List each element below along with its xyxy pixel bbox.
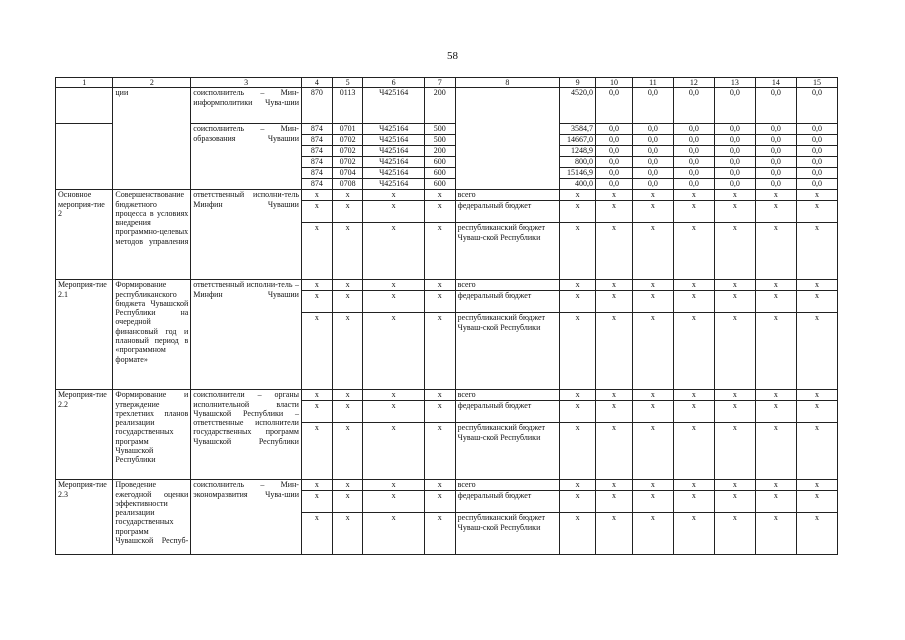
amount-cell: 4520,0 — [560, 88, 596, 124]
value-cell: 0,0 — [755, 157, 796, 168]
x-cell: x — [714, 190, 755, 201]
x-cell: x — [332, 280, 363, 291]
source-cell: федеральный бюджет — [455, 291, 560, 313]
measure-title-cell: Формирование республиканского бюджета Чувашской Республики на очередной финансовый год и плановый период в «программном формате» — [113, 280, 191, 390]
x-cell: x — [560, 390, 596, 401]
x-cell: x — [301, 223, 332, 280]
value-cell: 0,0 — [632, 157, 673, 168]
x-cell: x — [363, 390, 424, 401]
value-cell: 0,0 — [673, 179, 714, 190]
value-cell: 0,0 — [755, 88, 796, 124]
value-cell: 0,0 — [596, 168, 633, 179]
x-cell: x — [714, 390, 755, 401]
header-cell: 7 — [424, 78, 455, 88]
x-cell: x — [796, 390, 837, 401]
header-cell: 12 — [673, 78, 714, 88]
amount-cell: 3584,7 — [560, 124, 596, 135]
x-cell: x — [332, 390, 363, 401]
x-cell: x — [332, 480, 363, 491]
x-cell: x — [332, 291, 363, 313]
x-cell: x — [796, 280, 837, 291]
code-cell: 0708 — [332, 179, 363, 190]
source-cell: всего — [455, 390, 560, 401]
source-cell: республиканский бюджет Чуваш-ской Республики — [455, 223, 560, 280]
x-cell: x — [632, 480, 673, 491]
x-cell: x — [755, 423, 796, 480]
table-row — [56, 124, 838, 135]
value-cell: 0,0 — [755, 135, 796, 146]
source-cell: федеральный бюджет — [455, 491, 560, 513]
source-cell: федеральный бюджет — [455, 401, 560, 423]
measure-cell: Мероприя-тие 2.2 — [56, 390, 113, 480]
x-cell: x — [596, 280, 633, 291]
code-cell: 874 — [301, 146, 332, 157]
x-cell: x — [560, 280, 596, 291]
x-cell: x — [301, 423, 332, 480]
source-cell: республиканский бюджет Чуваш-ской Республики — [455, 423, 560, 480]
page-number: 58 — [447, 50, 458, 62]
code-cell: 0701 — [332, 124, 363, 135]
value-cell: 0,0 — [673, 135, 714, 146]
x-cell: x — [632, 491, 673, 513]
x-cell: x — [632, 201, 673, 223]
x-cell: x — [632, 313, 673, 390]
responsible-cell: соисполнитель – Мин-экономразвития Чува-шии — [191, 480, 302, 555]
measure-title-cell: Формирование и утверждение трехлетних планов реализации государственных программ Чувашской Республики — [113, 390, 191, 480]
x-cell: x — [424, 401, 455, 423]
x-cell: x — [301, 201, 332, 223]
x-cell: x — [301, 291, 332, 313]
measure-cell: Мероприя-тие 2.3 — [56, 480, 113, 555]
x-cell: x — [363, 280, 424, 291]
x-cell: x — [714, 201, 755, 223]
x-cell: x — [560, 223, 596, 280]
code-cell: 600 — [424, 179, 455, 190]
value-cell: 0,0 — [796, 135, 837, 146]
source-cell: республиканский бюджет Чуваш-ской Республики — [455, 513, 560, 555]
value-cell: 0,0 — [673, 157, 714, 168]
measure-cell: Мероприя-тие 2.1 — [56, 280, 113, 390]
x-cell: x — [632, 190, 673, 201]
x-cell: x — [332, 313, 363, 390]
x-cell: x — [424, 313, 455, 390]
x-cell: x — [363, 480, 424, 491]
header-cell: 8 — [455, 78, 560, 88]
x-cell: x — [424, 223, 455, 280]
x-cell: x — [796, 223, 837, 280]
x-cell: x — [714, 223, 755, 280]
table-row — [56, 88, 838, 124]
x-cell: x — [332, 423, 363, 480]
code-cell: 870 — [301, 88, 332, 124]
code-cell: 874 — [301, 124, 332, 135]
col1-cell — [56, 88, 113, 124]
x-cell: x — [673, 190, 714, 201]
x-cell: x — [755, 280, 796, 291]
value-cell: 0,0 — [796, 157, 837, 168]
code-cell: 200 — [424, 146, 455, 157]
value-cell: 0,0 — [796, 179, 837, 190]
header-cell: 6 — [363, 78, 424, 88]
x-cell: x — [363, 491, 424, 513]
measure-title-cell: Совершенствование бюджетного процесса в условиях внедрения программно-целевых методов управления — [113, 190, 191, 280]
code-cell: 0702 — [332, 157, 363, 168]
table-row — [56, 280, 838, 291]
x-cell: x — [796, 291, 837, 313]
x-cell: x — [673, 480, 714, 491]
responsible-cell: ответственный исполни-тель Минфин Чувашии — [191, 190, 302, 280]
x-cell: x — [673, 223, 714, 280]
x-cell: x — [424, 423, 455, 480]
col2-cell: ции — [113, 88, 191, 124]
col2-cell — [113, 124, 191, 190]
value-cell: 0,0 — [673, 146, 714, 157]
x-cell: x — [424, 280, 455, 291]
x-cell: x — [796, 190, 837, 201]
x-cell: x — [363, 313, 424, 390]
value-cell: 0,0 — [796, 124, 837, 135]
responsible-cell: соисполнители – органы исполнительной власти Чувашской Республики – ответственные исполнители государственных программ Чувашской Республики — [191, 390, 302, 480]
source-cell: всего — [455, 280, 560, 291]
value-cell: 0,0 — [796, 146, 837, 157]
x-cell: x — [755, 223, 796, 280]
x-cell: x — [363, 401, 424, 423]
value-cell: 0,0 — [596, 124, 633, 135]
measure-title-cell: Проведение ежегодной оценки эффективности реализации государственных программ Чувашской Респуб- — [113, 480, 191, 555]
x-cell: x — [632, 401, 673, 423]
table-row — [56, 190, 838, 201]
x-cell: x — [363, 513, 424, 555]
amount-cell: 1248,9 — [560, 146, 596, 157]
x-cell: x — [714, 401, 755, 423]
value-cell: 0,0 — [632, 88, 673, 124]
table-row — [56, 480, 838, 491]
x-cell: x — [596, 390, 633, 401]
value-cell: 0,0 — [596, 157, 633, 168]
x-cell: x — [301, 491, 332, 513]
x-cell: x — [560, 491, 596, 513]
x-cell: x — [673, 313, 714, 390]
x-cell: x — [560, 423, 596, 480]
x-cell: x — [755, 201, 796, 223]
x-cell: x — [301, 480, 332, 491]
x-cell: x — [714, 491, 755, 513]
x-cell: x — [796, 423, 837, 480]
header-cell: 2 — [113, 78, 191, 88]
amount-cell: 15146,9 — [560, 168, 596, 179]
x-cell: x — [424, 390, 455, 401]
x-cell: x — [301, 401, 332, 423]
x-cell: x — [301, 390, 332, 401]
code-cell: 874 — [301, 179, 332, 190]
header-cell: 5 — [332, 78, 363, 88]
col1-cell — [56, 124, 113, 190]
value-cell: 0,0 — [714, 168, 755, 179]
x-cell: x — [560, 313, 596, 390]
value-cell: 0,0 — [796, 88, 837, 124]
value-cell: 0,0 — [714, 88, 755, 124]
code-cell: Ч425164 — [363, 124, 424, 135]
x-cell: x — [424, 190, 455, 201]
x-cell: x — [673, 291, 714, 313]
x-cell: x — [596, 190, 633, 201]
code-cell: 874 — [301, 168, 332, 179]
x-cell: x — [596, 291, 633, 313]
value-cell: 0,0 — [632, 135, 673, 146]
code-cell: 0113 — [332, 88, 363, 124]
x-cell: x — [796, 401, 837, 423]
x-cell: x — [673, 390, 714, 401]
x-cell: x — [596, 491, 633, 513]
x-cell: x — [673, 491, 714, 513]
code-cell: 500 — [424, 124, 455, 135]
x-cell: x — [632, 291, 673, 313]
x-cell: x — [424, 491, 455, 513]
code-cell: Ч425164 — [363, 88, 424, 124]
value-cell: 0,0 — [632, 168, 673, 179]
value-cell: 0,0 — [673, 124, 714, 135]
value-cell: 0,0 — [596, 135, 633, 146]
x-cell: x — [596, 201, 633, 223]
source-cell: федеральный бюджет — [455, 201, 560, 223]
value-cell: 0,0 — [632, 179, 673, 190]
x-cell: x — [755, 291, 796, 313]
code-cell: 600 — [424, 157, 455, 168]
x-cell: x — [714, 291, 755, 313]
x-cell: x — [301, 190, 332, 201]
responsible-cell: соисполнитель – Мин-информполитики Чува-шии — [191, 88, 302, 124]
x-cell: x — [673, 201, 714, 223]
code-cell: 874 — [301, 135, 332, 146]
x-cell: x — [755, 480, 796, 491]
x-cell: x — [755, 313, 796, 390]
responsible-cell: ответственный исполни-тель – Минфин Чувашии — [191, 280, 302, 390]
code-cell: Ч425164 — [363, 146, 424, 157]
x-cell: x — [363, 423, 424, 480]
x-cell: x — [363, 190, 424, 201]
header-row — [56, 78, 838, 88]
x-cell: x — [363, 201, 424, 223]
x-cell: x — [596, 223, 633, 280]
code-cell: 0702 — [332, 135, 363, 146]
x-cell: x — [596, 313, 633, 390]
x-cell: x — [632, 423, 673, 480]
x-cell: x — [332, 190, 363, 201]
amount-cell: 800,0 — [560, 157, 596, 168]
value-cell: 0,0 — [714, 157, 755, 168]
header-cell: 4 — [301, 78, 332, 88]
x-cell: x — [755, 190, 796, 201]
budget-table — [55, 77, 838, 555]
x-cell: x — [424, 513, 455, 555]
x-cell: x — [363, 223, 424, 280]
header-cell: 11 — [632, 78, 673, 88]
value-cell: 0,0 — [755, 124, 796, 135]
value-cell: 0,0 — [714, 135, 755, 146]
header-cell: 9 — [560, 78, 596, 88]
code-cell: 874 — [301, 157, 332, 168]
value-cell: 0,0 — [755, 146, 796, 157]
x-cell: x — [596, 513, 633, 555]
x-cell: x — [596, 401, 633, 423]
x-cell: x — [424, 291, 455, 313]
x-cell: x — [332, 223, 363, 280]
code-cell: 500 — [424, 135, 455, 146]
x-cell: x — [755, 513, 796, 555]
x-cell: x — [796, 513, 837, 555]
code-cell: 600 — [424, 168, 455, 179]
code-cell: 0702 — [332, 146, 363, 157]
x-cell: x — [332, 201, 363, 223]
code-cell: 200 — [424, 88, 455, 124]
value-cell: 0,0 — [632, 146, 673, 157]
value-cell: 0,0 — [714, 146, 755, 157]
value-cell: 0,0 — [596, 88, 633, 124]
x-cell: x — [424, 480, 455, 491]
source-cell: всего — [455, 480, 560, 491]
x-cell: x — [673, 280, 714, 291]
x-cell: x — [632, 390, 673, 401]
x-cell: x — [301, 513, 332, 555]
x-cell: x — [673, 423, 714, 480]
value-cell: 0,0 — [596, 146, 633, 157]
x-cell: x — [714, 423, 755, 480]
header-cell: 1 — [56, 78, 113, 88]
value-cell: 0,0 — [673, 88, 714, 124]
header-cell: 14 — [755, 78, 796, 88]
value-cell: 0,0 — [796, 168, 837, 179]
x-cell: x — [301, 313, 332, 390]
amount-cell: 14667,0 — [560, 135, 596, 146]
source-cell: всего — [455, 190, 560, 201]
responsible-cell: соисполнитель – Мин-образования Чувашии — [191, 124, 302, 190]
x-cell: x — [560, 513, 596, 555]
x-cell: x — [714, 313, 755, 390]
source-cell — [455, 88, 560, 190]
x-cell: x — [424, 201, 455, 223]
x-cell: x — [560, 201, 596, 223]
table-row — [56, 390, 838, 401]
amount-cell: 400,0 — [560, 179, 596, 190]
x-cell: x — [632, 513, 673, 555]
code-cell: 0704 — [332, 168, 363, 179]
x-cell: x — [596, 423, 633, 480]
header-cell: 15 — [796, 78, 837, 88]
x-cell: x — [796, 313, 837, 390]
x-cell: x — [796, 201, 837, 223]
code-cell: Ч425164 — [363, 135, 424, 146]
header-cell: 13 — [714, 78, 755, 88]
x-cell: x — [560, 291, 596, 313]
x-cell: x — [332, 401, 363, 423]
x-cell: x — [673, 513, 714, 555]
value-cell: 0,0 — [673, 168, 714, 179]
value-cell: 0,0 — [596, 179, 633, 190]
code-cell: Ч425164 — [363, 157, 424, 168]
x-cell: x — [714, 280, 755, 291]
x-cell: x — [363, 291, 424, 313]
value-cell: 0,0 — [755, 168, 796, 179]
x-cell: x — [796, 491, 837, 513]
x-cell: x — [632, 223, 673, 280]
source-cell: республиканский бюджет Чуваш-ской Республики — [455, 313, 560, 390]
code-cell: Ч425164 — [363, 168, 424, 179]
measure-cell: Основное мероприя-тие 2 — [56, 190, 113, 280]
value-cell: 0,0 — [632, 124, 673, 135]
header-cell: 3 — [191, 78, 302, 88]
x-cell: x — [755, 401, 796, 423]
code-cell: Ч425164 — [363, 179, 424, 190]
header-cell: 10 — [596, 78, 633, 88]
x-cell: x — [332, 491, 363, 513]
x-cell: x — [301, 280, 332, 291]
x-cell: x — [332, 513, 363, 555]
x-cell: x — [560, 480, 596, 491]
x-cell: x — [714, 513, 755, 555]
x-cell: x — [596, 480, 633, 491]
value-cell: 0,0 — [755, 179, 796, 190]
x-cell: x — [560, 190, 596, 201]
x-cell: x — [560, 401, 596, 423]
x-cell: x — [714, 480, 755, 491]
value-cell: 0,0 — [714, 179, 755, 190]
value-cell: 0,0 — [714, 124, 755, 135]
x-cell: x — [632, 280, 673, 291]
x-cell: x — [755, 390, 796, 401]
x-cell: x — [796, 480, 837, 491]
x-cell: x — [755, 491, 796, 513]
x-cell: x — [673, 401, 714, 423]
